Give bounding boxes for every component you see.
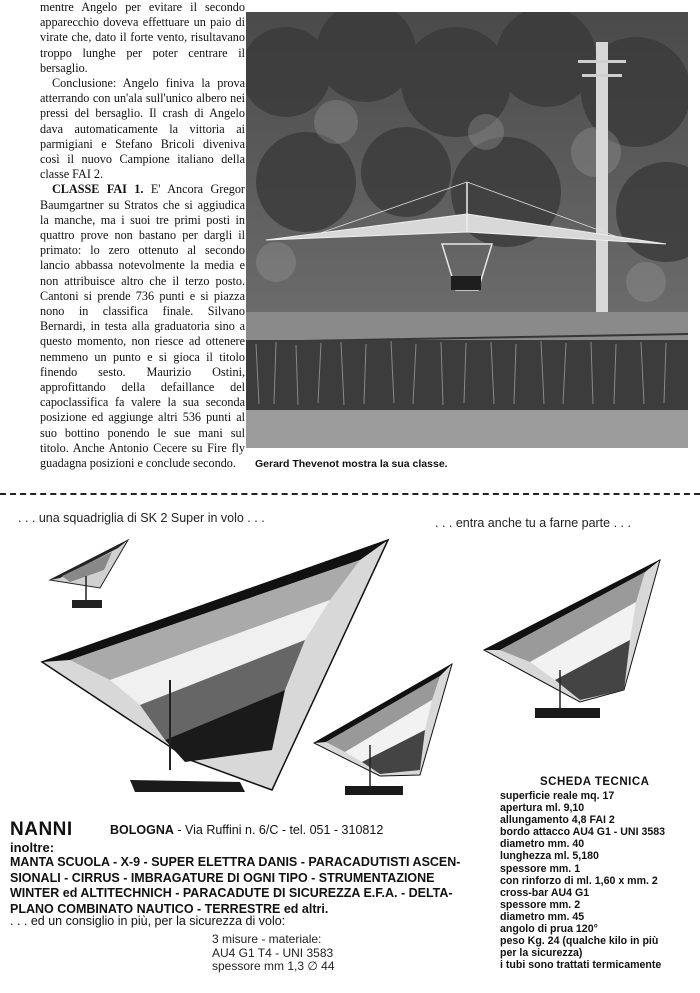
- size-line: spessore mm 1,3 ∅ 44: [212, 959, 335, 973]
- product-line: PLANO COMBINATO NAUTICO - TERRESTRE ed altri.: [10, 901, 329, 916]
- photo-illustration: [246, 12, 688, 448]
- spec-line: superficie reale mq. 17: [500, 790, 615, 802]
- spec-line: spessore mm. 2: [500, 898, 581, 911]
- street-phone: - Via Ruffini n. 6/C - tel. 051 - 310812: [173, 823, 384, 837]
- ad-tagline-left: . . . una squadriglia di SK 2 Super in volo . . .: [18, 511, 265, 525]
- spec-line: spessore mm. 1: [500, 862, 581, 875]
- size-line: AU4 G1 T4 - UNI 3583: [212, 945, 334, 960]
- product-line: MANTA SCUOLA - X-9 - SUPER ELETTRA DANIS - PARACADUTISTI ASCEN-: [10, 855, 461, 869]
- brand-name: NANNI: [10, 819, 73, 840]
- cut-line: [0, 493, 700, 495]
- spec-line: diametro mm. 45: [500, 910, 585, 923]
- spec-line: cross-bar AU4 G1: [500, 886, 590, 899]
- section-heading: CLASSE FAI 1.: [52, 182, 144, 197]
- inoltre-label: inoltre:: [10, 840, 55, 855]
- spec-line: con rinforzo di ml. 1,60 x mm. 2: [500, 874, 658, 887]
- article-paragraph: mentre Angelo per evitare il secondo apparecchio doveva effettuare un paio di virate che, dato il forte vento, risultavano troppo lunghe per poter centrare il bersaglio.: [40, 0, 245, 75]
- spec-line: allungamento 4,8 FAI 2: [500, 814, 615, 827]
- spec-line: diametro mm. 40: [500, 838, 585, 851]
- glider-medium-icon: [314, 664, 452, 795]
- hang-glider-photo: [246, 12, 688, 448]
- glider-small-icon: [50, 540, 128, 608]
- tech-sheet: [500, 790, 700, 971]
- ad-tagline-right: . . . entra anche tu a farne parte . . .: [435, 516, 631, 530]
- product-line: WINTER ed ALTITECHNICH - PARACADUTE DI SICUREZZA E.F.A. - DELTA-: [10, 886, 453, 900]
- spec-line: angolo di prua 120°: [500, 923, 598, 936]
- spec-line: peso Kg. 24 (qualche kilo in più: [500, 935, 659, 948]
- spec-line: per la sicurezza): [500, 947, 583, 960]
- article-column: [40, 0, 245, 471]
- product-list: [10, 855, 470, 917]
- spec-line: i tubi sono trattati termicamente: [500, 959, 662, 972]
- glider-right-icon: [484, 560, 660, 718]
- city: BOLOGNA: [110, 823, 174, 837]
- spec-line: lunghezza ml. 5,180: [500, 850, 599, 863]
- advice-line: . . . ed un consiglio in più, per la sicurezza di volo:: [10, 914, 286, 928]
- spec-line: bordo attacco AU4 G1 - UNI 3583: [500, 826, 666, 839]
- article-paragraph: Conclusione: Angelo finiva la prova atterrando con un'ala sull'unico albero nei pressi del bersaglio. Il crash di Angelo dava automaticamente la vittoria ai parmigiani e Stefano Bricoli diveniva così il nuovo Campione italiano della classe FAI 2.: [40, 76, 245, 182]
- address: [110, 823, 383, 837]
- spec-line: apertura ml. 9,10: [500, 802, 585, 815]
- product-line: SIONALI - CIRRUS - IMBRAGATURE DI OGNI TIPO - STRUMENTAZIONE: [10, 870, 435, 885]
- article-text: E' Ancora Gregor Baumgartner su Stratos che si aggiudica la manche, ma i suoi tre primi posti in quattro prove non bastano per dargli il primato: lo zero ottenuto al secondo lancio abbassa notevolmente la media e non attribuisce altro che il terzo posto. Cantoni si prende 736 punti e si piazza nono in classifica finale. Silvano Bernardi, in testa alla graduatoria sino a questo momento, non riesce ad ottenere nemmeno un punto e si gioca il titolo finendo sesto. Maurizio Ostini, approfittando della defaillance del capoclassifica fa valere la sua seconda posizione ed aggiunge altri 536 punti al suo bottino ponendo le sue mani sul titolo. Anche Antonio Cecere su Fire fly guadagna posizioni e conclude secondo.: [40, 182, 245, 471]
- size-line: 3 misure - materiale:: [212, 932, 322, 946]
- article-paragraph: [40, 182, 245, 471]
- tech-sheet-title: SCHEDA TECNICA: [540, 776, 650, 788]
- photo-caption: Gerard Thevenot mostra la sua classe.: [255, 458, 448, 470]
- sizes-block: [212, 933, 335, 974]
